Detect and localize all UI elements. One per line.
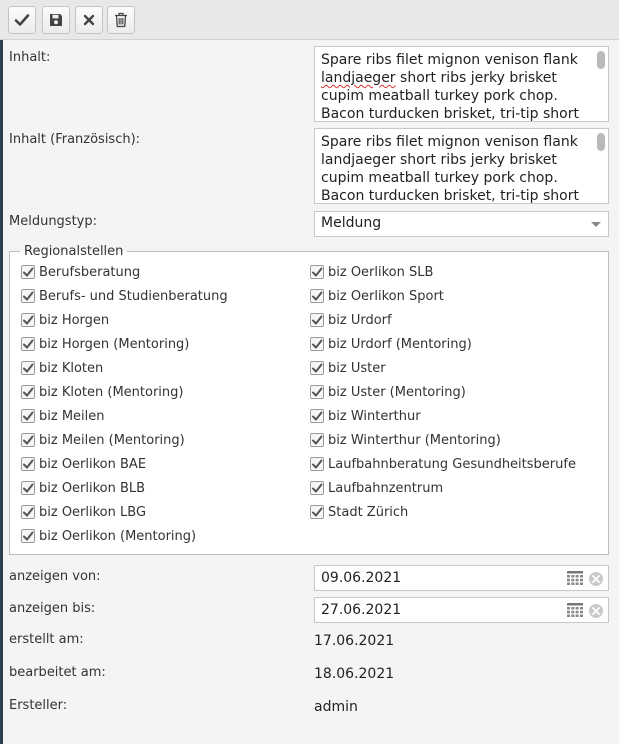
checkbox-checked-icon[interactable] [310,481,324,495]
checkbox-item[interactable] [310,311,392,329]
checkbox-label: biz Oerlikon (Mentoring) [39,528,197,544]
erstellt-am-value: 17.06.2021 [314,633,395,649]
cancel-button[interactable] [75,6,103,34]
checkbox-item[interactable] [21,479,145,497]
checkbox-label: biz Oerlikon LBG [39,504,147,520]
checkbox-item[interactable] [310,455,576,473]
scroll-thumb[interactable] [597,133,605,151]
checkbox-label: biz Kloten [39,360,104,376]
checkbox-checked-icon[interactable] [21,265,35,279]
checkbox-item[interactable] [310,383,466,401]
anzeigen-bis-value: 27.06.2021 [321,602,402,618]
checkbox-label: biz Meilen (Mentoring) [39,432,185,448]
checkbox-item[interactable] [21,503,146,521]
meldungstyp-value: Meldung [321,215,382,231]
checkbox-checked-icon[interactable] [310,337,324,351]
checkbox-item[interactable] [21,527,196,545]
checkbox-label: biz Urdorf (Mentoring) [328,336,472,352]
checkbox-item[interactable] [21,455,146,473]
checkbox-checked-icon[interactable] [21,481,35,495]
checkbox-label: biz Uster [328,360,386,376]
toolbar [0,0,619,40]
calendar-icon[interactable] [567,603,583,621]
inhalt-fr-line: cupim meatball turkey pork chop. [321,170,558,186]
erstellt-am-label: erstellt am: [9,632,84,647]
checkbox-checked-icon[interactable] [21,337,35,351]
trash-icon [114,12,128,28]
checkbox-checked-icon[interactable] [310,313,324,327]
checkbox-item[interactable] [21,287,228,305]
clear-icon[interactable] [589,604,603,618]
checkbox-label: Laufbahnzentrum [328,480,444,496]
checkbox-item[interactable] [310,407,421,425]
close-icon [83,14,95,26]
checkbox-checked-icon[interactable] [21,457,35,471]
checkbox-item[interactable] [310,263,433,281]
inhalt-line: cupim meatball turkey pork chop. [321,88,558,104]
checkbox-label: Berufsberatung [39,264,141,280]
inhalt-fr-line: Spare ribs filet mignon venison flank [321,134,578,150]
checkbox-label: biz Kloten (Mentoring) [39,384,184,400]
bearbeitet-am-label: bearbeitet am: [9,665,106,680]
checkbox-item[interactable] [310,431,501,449]
checkbox-label: biz Winterthur [328,408,421,424]
checkbox-label: Stadt Zürich [328,504,409,520]
checkbox-checked-icon[interactable] [21,529,35,543]
inhalt-fr-label: Inhalt (Französisch): [9,132,141,147]
checkbox-label: biz Horgen [39,312,110,328]
save-close-button[interactable] [8,6,36,34]
checkbox-label: biz Meilen [39,408,105,424]
checkbox-checked-icon[interactable] [21,433,35,447]
delete-button[interactable] [107,6,135,34]
meldungstyp-label: Meldungstyp: [9,214,98,229]
floppy-disk-icon [49,13,63,27]
checkbox-label: Laufbahnberatung Gesundheitsberufe [328,456,576,472]
anzeigen-von-input[interactable] [314,565,609,591]
checkbox-item[interactable] [310,503,408,521]
anzeigen-von-label: anzeigen von: [9,569,101,584]
checkbox-checked-icon[interactable] [21,361,35,375]
inhalt-fr-line: landjaeger short ribs jerky brisket [321,152,557,168]
checkbox-label: biz Oerlikon Sport [328,288,444,304]
checkbox-item[interactable] [21,431,185,449]
checkbox-checked-icon[interactable] [310,433,324,447]
inhalt-scrollbar[interactable] [596,49,606,119]
inhalt-line: Bacon turducken brisket, tri-tip short [321,106,579,122]
checkbox-item[interactable] [21,311,109,329]
checkbox-item[interactable] [310,359,386,377]
anzeigen-bis-input[interactable] [314,597,609,623]
checkbox-checked-icon[interactable] [310,385,324,399]
checkbox-item[interactable] [21,359,103,377]
checkbox-checked-icon[interactable] [310,409,324,423]
chevron-down-icon [591,222,601,227]
save-button[interactable] [42,6,70,34]
checkbox-item[interactable] [310,479,443,497]
checkbox-label: biz Oerlikon BLB [39,480,146,496]
inhalt-fr-scrollbar[interactable] [596,131,606,201]
ersteller-value: admin [314,699,358,715]
checkbox-checked-icon[interactable] [21,313,35,327]
checkbox-label: biz Oerlikon SLB [328,264,434,280]
checkbox-item[interactable] [21,263,140,281]
inhalt-line: landjaeger short ribs jerky brisket [321,70,557,86]
checkbox-checked-icon[interactable] [310,505,324,519]
calendar-icon[interactable] [567,571,583,589]
checkbox-label: biz Winterthur (Mentoring) [328,432,501,448]
checkbox-checked-icon[interactable] [310,457,324,471]
checkbox-checked-icon[interactable] [21,505,35,519]
inhalt-fr-textarea[interactable] [314,128,609,204]
checkbox-checked-icon[interactable] [21,409,35,423]
checkbox-checked-icon[interactable] [21,385,35,399]
checkbox-item[interactable] [21,407,105,425]
checkbox-label: biz Horgen (Mentoring) [39,336,190,352]
checkbox-checked-icon[interactable] [310,289,324,303]
regionalstellen-legend: Regionalstellen [24,244,124,259]
scroll-thumb[interactable] [597,51,605,69]
checkbox-checked-icon[interactable] [310,265,324,279]
checkbox-checked-icon[interactable] [310,361,324,375]
checkbox-label: Berufs- und Studienberatung [39,288,228,304]
checkbox-item[interactable] [310,287,444,305]
meldungstyp-select[interactable] [314,211,609,237]
inhalt-textarea[interactable] [314,46,609,122]
checkbox-checked-icon[interactable] [21,289,35,303]
anzeigen-von-value: 09.06.2021 [321,570,402,586]
inhalt-line: Spare ribs filet mignon venison flank [321,52,578,68]
checkbox-label: biz Uster (Mentoring) [328,384,466,400]
check-icon [14,13,30,27]
checkbox-item[interactable] [310,335,472,353]
bearbeitet-am-value: 18.06.2021 [314,666,395,682]
anzeigen-bis-label: anzeigen bis: [9,601,96,616]
ersteller-label: Ersteller: [9,698,68,713]
checkbox-item[interactable] [21,383,183,401]
window-edge [0,0,3,744]
clear-icon[interactable] [589,572,603,586]
checkbox-label: biz Oerlikon BAE [39,456,147,472]
inhalt-fr-line: Bacon turducken brisket, tri-tip short [321,188,579,204]
checkbox-item[interactable] [21,335,189,353]
checkbox-label: biz Urdorf [328,312,392,328]
inhalt-label: Inhalt: [9,50,51,65]
